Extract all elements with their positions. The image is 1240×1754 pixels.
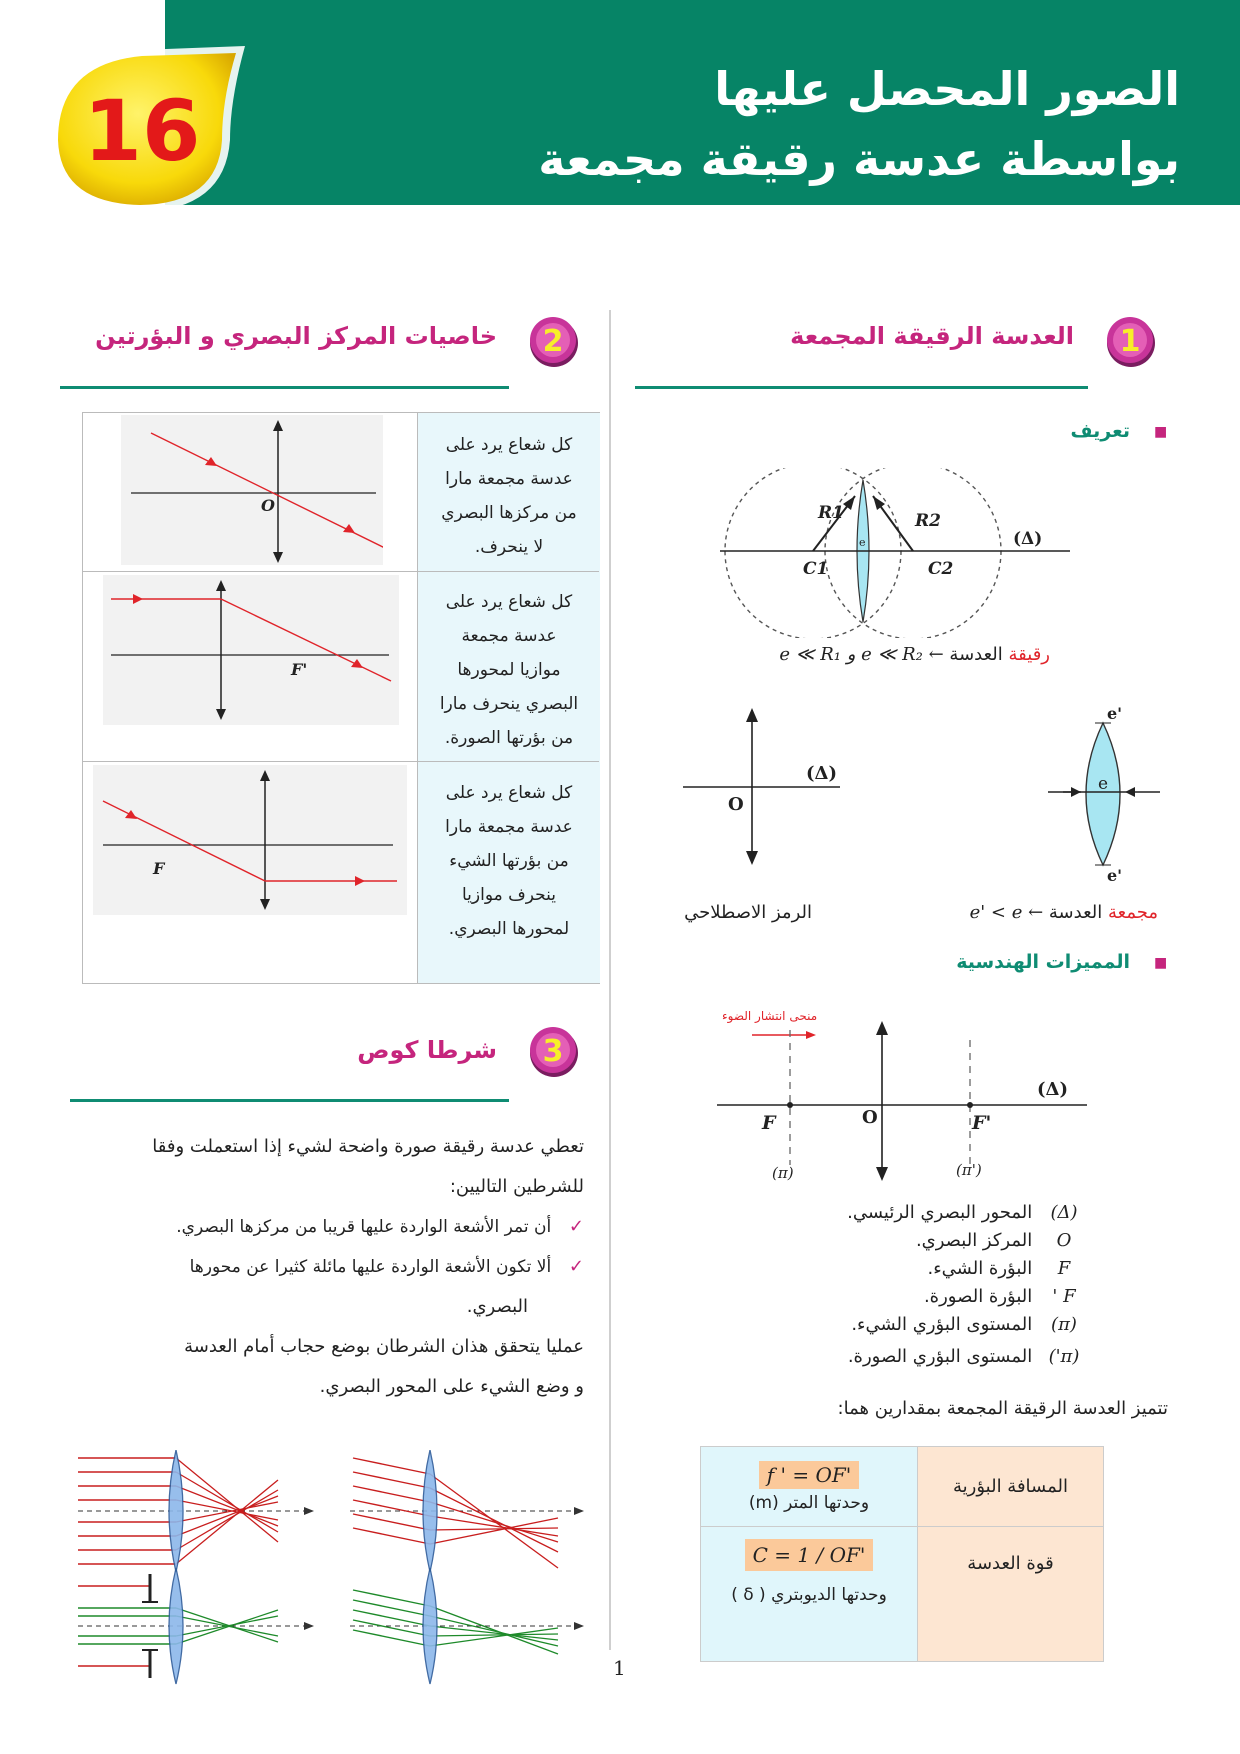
focal-length-formula: f ' = OF': [759, 1461, 860, 1489]
svg-text:e: e: [1097, 774, 1109, 794]
symbol-caption: الرمز الاصطلاحي: [684, 902, 812, 923]
converging-lens-figure: [1045, 705, 1165, 883]
power-formula: C = 1 / OF': [745, 1539, 874, 1571]
definition-row: F ' البؤرة الصورة.: [923, 1286, 1076, 1307]
geometric-heading: المميزات الهندسية: [956, 951, 1130, 973]
svg-text:O: O: [728, 794, 744, 815]
definition-row: (π) المستوى البؤري الشيء.: [851, 1314, 1077, 1335]
lesson-number: 16: [83, 82, 201, 180]
lesson-title-line1: الصور المحصل عليها: [714, 62, 1180, 116]
svg-text:(Δ): (Δ): [1013, 529, 1043, 549]
section3-title: شرطا كوص: [357, 1036, 497, 1064]
page-number: 1: [613, 1656, 626, 1680]
section2-number-badge: [527, 314, 581, 368]
svg-text:3: 3: [542, 1034, 564, 1069]
svg-text:e: e: [859, 536, 866, 549]
characterized-text: تتميز العدسة الرقيقة المجمعة بمقدارين هما:: [837, 1398, 1168, 1419]
thin-lens-spheres-figure: [715, 468, 1075, 638]
near-axis-illustration: [350, 1568, 584, 1684]
svg-text:منحى انتشار الضوء: منحى انتشار الضوء: [722, 1009, 818, 1023]
bullet-icon: ■: [1154, 955, 1168, 971]
lens-symbol-figure: [680, 705, 850, 865]
svg-text:F: F: [762, 1112, 776, 1134]
svg-text:(π'): (π'): [956, 1161, 982, 1179]
gauss-conditions-text: [74, 1130, 584, 1404]
practice-line: و وضع الشيء على المحور البصري.: [319, 1376, 584, 1397]
lesson-number-badge: [30, 40, 250, 218]
quantities-table: [700, 1446, 1104, 1662]
definition-row: (π') المستوى البؤري الصورة.: [847, 1346, 1080, 1367]
thin-lens-condition: رقيقة العدسة e ≪ R₁ و e ≪ R₂ ←: [779, 644, 1050, 665]
property-optical-center-text: كل شعاع يرد على عدسة مجمعة مارا من مركزها البصري لا ينحرف.: [441, 435, 577, 557]
converging-lens-condition: مجمعة العدسة e' < e ←: [969, 902, 1158, 923]
section3-number-badge: [527, 1024, 581, 1078]
focal-length-name: المسافة البؤرية: [918, 1447, 1104, 1527]
svg-text:C1: C1: [803, 559, 829, 579]
optical-center-ray-diagram: [121, 415, 383, 565]
power-formula-cell: [701, 1527, 918, 1662]
focal-length-formula-cell: [701, 1447, 918, 1527]
svg-text:R1: R1: [818, 503, 844, 523]
wide-beam-illustration: [78, 1450, 314, 1572]
focal-length-unit: وحدتها المتر (m): [748, 1492, 870, 1513]
svg-text:1: 1: [1119, 324, 1141, 359]
bullet-icon: ■: [1154, 424, 1168, 440]
svg-text:O: O: [261, 496, 275, 515]
definition-row: O المركز البصري.: [915, 1230, 1072, 1251]
power-unit: وحدتها الديوبتري ( δ ): [731, 1585, 887, 1605]
section1-rule: [635, 386, 1088, 389]
object-focus-ray-diagram: [93, 765, 407, 915]
image-focus-ray-diagram: [103, 575, 399, 725]
definition-row: F البؤرة الشيء.: [927, 1258, 1071, 1279]
diaphragm-illustration: [78, 1568, 314, 1684]
section2-rule: [60, 386, 509, 389]
column-divider: [609, 310, 611, 1650]
lesson-title-line2: بواسطة عدسة رقيقة مجمعة: [538, 132, 1180, 186]
svg-text:F': F': [972, 1112, 992, 1134]
svg-text:e': e': [1107, 866, 1123, 883]
power-name: قوة العدسة: [918, 1527, 1104, 1662]
intro-line: للشرطين التاليين:: [449, 1176, 584, 1197]
condition-1: ✓ أن تمر الأشعة الواردة عليها قريبا من مركزها البصري.: [176, 1216, 584, 1237]
svg-text:F: F: [153, 859, 165, 878]
svg-text:(Δ): (Δ): [806, 763, 837, 784]
section3-rule: [70, 1099, 509, 1102]
section2-title: خاصيات المركز البصري و البؤرتين: [95, 322, 497, 350]
inclined-beam-illustration: [350, 1450, 584, 1572]
intro-line: تعطي عدسة رقيقة صورة واضحة لشيء إذا استعملت وفقا: [152, 1136, 584, 1157]
svg-text:R2: R2: [915, 511, 941, 531]
property-parallel-ray-text: كل شعاع يرد على عدسة مجمعة موازيا لمحورها البصري ينحرف مارا من بؤرتها الصورة.: [439, 592, 579, 748]
svg-text:e': e': [1107, 705, 1123, 723]
gauss-conditions-illustrations: [78, 1450, 588, 1690]
definition-row: (Δ) المحور البصري الرئيسي.: [847, 1202, 1078, 1223]
condition-2-continued: البصري.: [466, 1296, 528, 1317]
focal-points-figure: [712, 1005, 1092, 1190]
svg-text:(Δ): (Δ): [1037, 1079, 1068, 1100]
properties-table: [82, 412, 600, 984]
check-icon: ✓: [568, 1256, 584, 1277]
svg-text:C2: C2: [928, 559, 954, 579]
property-focus-ray-text: كل شعاع يرد على عدسة مجمعة مارا من بؤرتها الشيء ينحرف موازيا لمحورها البصري.: [445, 783, 573, 939]
svg-text:2: 2: [542, 324, 564, 359]
svg-text:(π): (π): [772, 1164, 794, 1182]
practice-line: عمليا يتحقق هذان الشرطان بوضع حجاب أمام العدسة: [184, 1336, 584, 1357]
definitions-list: [820, 1202, 1090, 1376]
svg-text:F': F': [291, 660, 308, 679]
section1-title: العدسة الرقيقة المجمعة: [790, 322, 1074, 350]
condition-2: ✓ ألا تكون الأشعة الواردة عليها مائلة كثيرا عن محورها: [189, 1256, 584, 1277]
definition-heading: تعريف: [1070, 420, 1130, 442]
check-icon: ✓: [568, 1216, 584, 1237]
svg-text:O: O: [862, 1107, 878, 1128]
section1-number-badge: [1104, 314, 1158, 368]
